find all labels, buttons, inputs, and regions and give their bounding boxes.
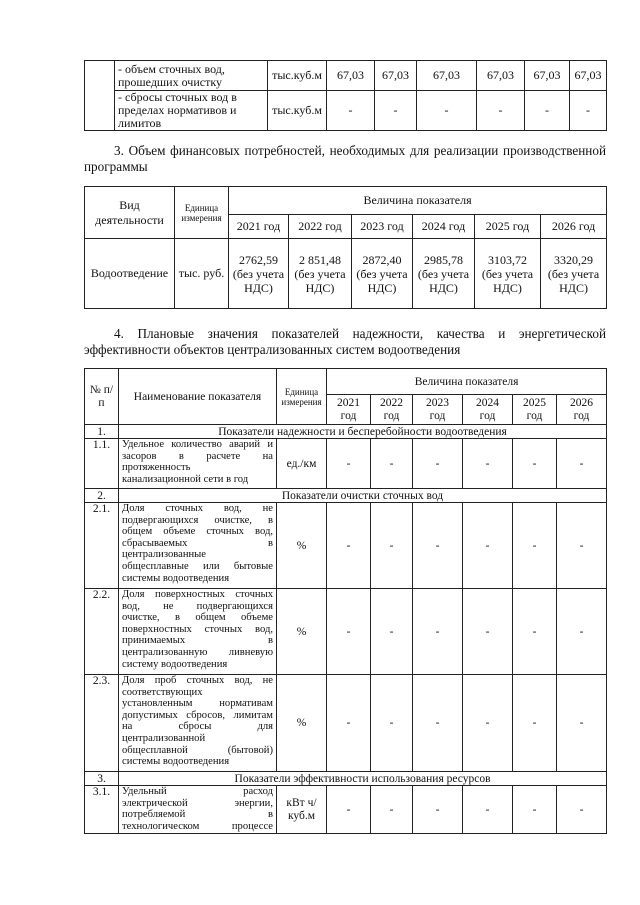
indicator-name: - сбросы сточных вод в пределах нормативов и лимитов bbox=[115, 91, 268, 131]
year-header: 2021 год bbox=[327, 395, 371, 425]
header-unit: Единица измерения bbox=[175, 187, 229, 239]
value-cell: - bbox=[371, 589, 413, 675]
value-cell: - bbox=[557, 503, 607, 589]
value-cell: - bbox=[525, 91, 570, 131]
value-cell: 67,03 bbox=[327, 61, 375, 91]
value-cell: - bbox=[327, 786, 371, 834]
value-cell: - bbox=[413, 589, 463, 675]
year-header: 2025 год bbox=[475, 215, 541, 239]
indicator-name: Доля поверхностных сточных вод, не подвергающихся очистке, в общем объеме поверхностных сточных вод, принимаемых в централизованную ливневую систему водоотведения bbox=[119, 589, 277, 675]
indicator-name: Удельное количество аварий и засоров в расчете на протяженность канализационной сети в год bbox=[119, 439, 277, 489]
table-row bbox=[85, 786, 607, 834]
table-row bbox=[85, 91, 607, 131]
year-header: 2025 год bbox=[513, 395, 557, 425]
unit-cell: % bbox=[277, 675, 327, 772]
section-3-heading: 3. Объем финансовых потребностей, необходимых для реализации производственной программы bbox=[84, 143, 606, 174]
value-cell: - bbox=[557, 589, 607, 675]
item-num: 3.1. bbox=[85, 786, 119, 834]
value-cell: - bbox=[557, 786, 607, 834]
year-header: 2021 год bbox=[229, 215, 289, 239]
value-cell: - bbox=[463, 589, 513, 675]
unit-cell: % bbox=[277, 503, 327, 589]
value-cell: - bbox=[327, 675, 371, 772]
value-cell: - bbox=[513, 589, 557, 675]
value-cell: 67,03 bbox=[477, 61, 525, 91]
value-cell: - bbox=[463, 675, 513, 772]
year-header: 2023 год bbox=[413, 395, 463, 425]
item-num: 2.2. bbox=[85, 589, 119, 675]
table-row bbox=[85, 675, 607, 772]
table-row bbox=[85, 239, 607, 309]
table-row bbox=[85, 61, 607, 91]
value-cell: - bbox=[417, 91, 477, 131]
value-cell: 2762,59 (без учета НДС) bbox=[229, 239, 289, 309]
group-title: Показатели очистки сточных вод bbox=[119, 489, 607, 503]
value-cell: 67,03 bbox=[417, 61, 477, 91]
section-4-heading: 4. Плановые значения показателей надежности, качества и энергетической эффективности объектов централизованных систем водоотведения bbox=[84, 326, 606, 357]
value-cell: - bbox=[371, 786, 413, 834]
indicator-name: - объем сточных вод, прошедших очистку bbox=[115, 61, 268, 91]
group-row bbox=[85, 425, 607, 439]
value-cell: - bbox=[327, 503, 371, 589]
value-cell: 67,03 bbox=[570, 61, 607, 91]
group-title: Показатели эффективности использования ресурсов bbox=[119, 772, 607, 786]
value-cell: - bbox=[327, 589, 371, 675]
item-num: 1.1. bbox=[85, 439, 119, 489]
empty-cell bbox=[85, 61, 115, 131]
table-row bbox=[85, 589, 607, 675]
value-cell: - bbox=[557, 675, 607, 772]
continuation-table bbox=[84, 60, 607, 131]
group-num: 2. bbox=[85, 489, 119, 503]
group-row bbox=[85, 772, 607, 786]
value-cell: - bbox=[371, 439, 413, 489]
header-activity: Вид деятельности bbox=[85, 187, 175, 239]
table-row bbox=[85, 439, 607, 489]
value-cell: 2985,78 (без учета НДС) bbox=[413, 239, 475, 309]
financial-needs-table bbox=[84, 186, 607, 309]
indicators-table bbox=[84, 368, 607, 834]
value-cell: - bbox=[463, 786, 513, 834]
value-cell: - bbox=[327, 439, 371, 489]
value-cell: - bbox=[513, 503, 557, 589]
value-cell: - bbox=[557, 439, 607, 489]
header-value: Величина показателя bbox=[327, 369, 607, 395]
group-num: 3. bbox=[85, 772, 119, 786]
unit-cell: тыс. руб. bbox=[175, 239, 229, 309]
item-num: 2.3. bbox=[85, 675, 119, 772]
year-header: 2024 год bbox=[463, 395, 513, 425]
year-header: 2022 год bbox=[289, 215, 352, 239]
value-cell: - bbox=[477, 91, 525, 131]
value-cell: - bbox=[413, 503, 463, 589]
unit-cell: тыс.куб.м bbox=[268, 91, 327, 131]
unit-cell: % bbox=[277, 589, 327, 675]
value-cell: - bbox=[371, 503, 413, 589]
year-header: 2023 год bbox=[352, 215, 413, 239]
value-cell: - bbox=[463, 439, 513, 489]
header-value: Величина показателя bbox=[229, 187, 607, 215]
indicator-name: Доля сточных вод, не подвергающихся очистке, в общем объеме сточных вод, сбрасываемых в централизованные общесплавные или бытовые системы водоотведения bbox=[119, 503, 277, 589]
header-unit: Единица измерения bbox=[277, 369, 327, 425]
indicator-name: Доля проб сточных вод, не соответствующих установленным нормативам допустимых сбросов, лимитам на сбросы для централизованной общесплавной (бытовой) системы водоотведения bbox=[119, 675, 277, 772]
value-cell: - bbox=[570, 91, 607, 131]
unit-cell: ед./км bbox=[277, 439, 327, 489]
value-cell: - bbox=[413, 675, 463, 772]
year-header: 2026 год bbox=[541, 215, 607, 239]
group-row bbox=[85, 489, 607, 503]
value-cell: 3320,29 (без учета НДС) bbox=[541, 239, 607, 309]
value-cell: - bbox=[463, 503, 513, 589]
header-name: Наименование показателя bbox=[119, 369, 277, 425]
value-cell: - bbox=[371, 675, 413, 772]
value-cell: - bbox=[375, 91, 417, 131]
year-header: 2024 год bbox=[413, 215, 475, 239]
table-row bbox=[85, 503, 607, 589]
value-cell: 67,03 bbox=[525, 61, 570, 91]
indicator-name: Удельный расход электрической энергии, потребляемой в технологическом процессе bbox=[119, 786, 277, 834]
value-cell: - bbox=[513, 675, 557, 772]
value-cell: - bbox=[413, 439, 463, 489]
value-cell: 2872,40 (без учета НДС) bbox=[352, 239, 413, 309]
year-header: 2026 год bbox=[557, 395, 607, 425]
unit-cell: кВт ч/куб.м bbox=[277, 786, 327, 834]
group-title: Показатели надежности и бесперебойности водоотведения bbox=[119, 425, 607, 439]
value-cell: 3103,72 (без учета НДС) bbox=[475, 239, 541, 309]
value-cell: 2 851,48 (без учета НДС) bbox=[289, 239, 352, 309]
unit-cell: тыс.куб.м bbox=[268, 61, 327, 91]
group-num: 1. bbox=[85, 425, 119, 439]
item-num: 2.1. bbox=[85, 503, 119, 589]
value-cell: - bbox=[513, 439, 557, 489]
year-header: 2022 год bbox=[371, 395, 413, 425]
activity-cell: Водоотведение bbox=[85, 239, 175, 309]
value-cell: - bbox=[513, 786, 557, 834]
value-cell: 67,03 bbox=[375, 61, 417, 91]
header-num: № п/п bbox=[85, 369, 119, 425]
value-cell: - bbox=[413, 786, 463, 834]
value-cell: - bbox=[327, 91, 375, 131]
